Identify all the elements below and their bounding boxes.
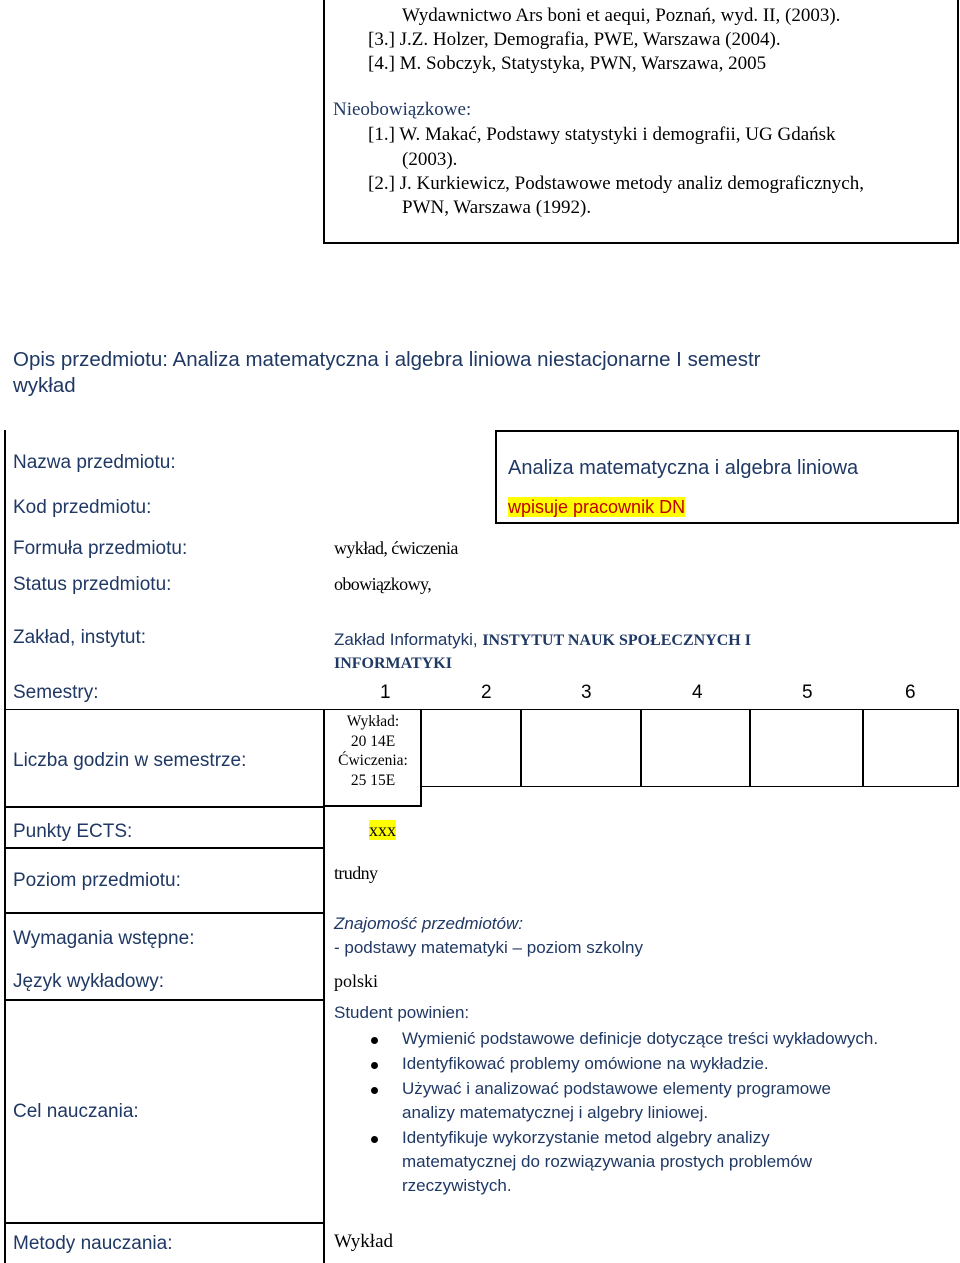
metody-label: Metody nauczania: — [13, 1233, 173, 1254]
instytut-name-cont: INFORMATYKI — [334, 655, 452, 672]
zaklad-value — [334, 629, 934, 675]
ects-value-text: xxx — [369, 820, 396, 840]
poziom-label: Poziom przedmiotu: — [13, 870, 181, 891]
formula-label: Formuła przedmiotu: — [13, 538, 188, 559]
godziny-line: Wykład: — [346, 713, 400, 730]
reference-line: [4.] M. Sobczyk, Statystyka, PWN, Warszawa, 2005 — [368, 53, 767, 74]
reference-line: Wydawnictwo Ars boni et aequi, Poznań, wyd. II, (2003). — [402, 5, 841, 26]
semester-1: 1 — [380, 682, 391, 703]
reference-line: [1.] W. Makać, Podstawy statystyki i demografii, UG Gdańsk — [368, 124, 836, 145]
wymagania-label: Wymagania wstępne: — [13, 928, 195, 949]
reference-line: (2003). — [402, 149, 458, 170]
list-item — [334, 1126, 882, 1198]
bullet-icon — [371, 1062, 378, 1069]
cel-item-text: Wymienić podstawowe definicje dotyczące treści wykładowych. — [402, 1029, 879, 1048]
nazwa-value: Analiza matematyczna i algebra liniowa — [508, 457, 859, 479]
godziny-line: 25 15E — [350, 771, 396, 789]
page-title — [13, 347, 760, 399]
zaklad-label: Zakład, instytut: — [13, 627, 147, 648]
kod-value — [508, 497, 685, 519]
list-item — [334, 1027, 954, 1051]
wymagania-heading: Znajomość przedmiotów: — [334, 914, 523, 933]
semestry-label: Semestry: — [13, 682, 99, 703]
formula-value: wykład, ćwiczenia — [334, 538, 458, 558]
status-value: obowiązkowy, — [334, 574, 432, 594]
godziny-line: Ćwiczenia: — [338, 752, 408, 769]
cel-item-text: Identyfikuje wykorzystanie metod algebry analizy matematycznej do rozwiązywania prostych problemów rzeczywistych. — [402, 1128, 813, 1195]
status-label: Status przedmiotu: — [13, 574, 172, 595]
semester-6: 6 — [905, 682, 916, 703]
kod-label: Kod przedmiotu: — [13, 497, 152, 518]
godziny-value — [325, 712, 421, 790]
page-title-line: wykład — [13, 374, 76, 397]
optional-heading: Nieobowiązkowe: — [333, 99, 472, 120]
list-item — [334, 1077, 882, 1125]
ects-value — [369, 820, 396, 841]
semester-2: 2 — [481, 682, 492, 703]
cel-list — [334, 1027, 954, 1199]
nazwa-label: Nazwa przedmiotu: — [13, 452, 176, 473]
cel-intro: Student powinien: — [334, 1003, 470, 1022]
ects-label: Punkty ECTS: — [13, 821, 133, 842]
semester-5: 5 — [802, 682, 813, 703]
wymagania-value: - podstawy matematyki – poziom szkolny — [334, 938, 643, 957]
bullet-icon — [371, 1136, 378, 1143]
zaklad-name: Zakład Informatyki, — [334, 630, 483, 649]
semester-4: 4 — [692, 682, 703, 703]
cel-label: Cel nauczania: — [13, 1101, 139, 1122]
semester-3: 3 — [581, 682, 592, 703]
metody-value: Wykład — [334, 1231, 394, 1252]
jezyk-label: Język wykładowy: — [13, 971, 164, 992]
reference-line: [2.] J. Kurkiewicz, Podstawowe metody analiz demograficznych, — [368, 173, 864, 194]
list-item — [334, 1052, 954, 1076]
bullet-icon — [371, 1037, 378, 1044]
godziny-line: 20 14E — [350, 732, 396, 750]
jezyk-value: polski — [334, 971, 379, 991]
reference-line: [3.] J.Z. Holzer, Demografia, PWE, Warszawa (2004). — [368, 29, 781, 50]
page-title-line: Opis przedmiotu: Analiza matematyczna i algebra liniowa niestacjonarne I semestr — [13, 348, 761, 371]
reference-line: PWN, Warszawa (1992). — [402, 197, 592, 218]
godziny-label: Liczba godzin w semestrze: — [13, 750, 247, 771]
cel-item-text: Identyfikować problemy omówione na wykładzie. — [402, 1054, 769, 1073]
cel-item-text: Używać i analizować podstawowe elementy programowe analizy matematycznej i algebry liniowej. — [402, 1079, 831, 1122]
poziom-value: trudny — [334, 863, 378, 883]
bullet-icon — [371, 1087, 378, 1094]
instytut-name: INSTYTUT NAUK SPOŁECZNYCH I — [482, 632, 751, 649]
kod-value-text: wpisuje pracownik DN — [508, 497, 686, 517]
